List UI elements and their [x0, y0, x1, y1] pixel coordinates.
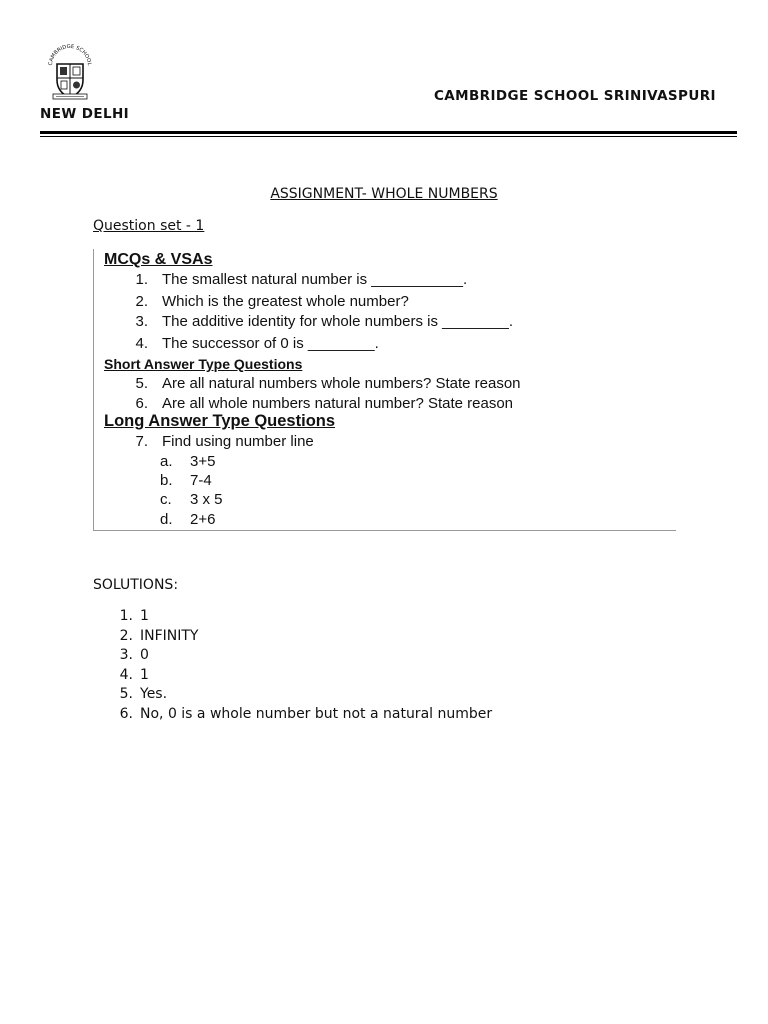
header-divider-thin [40, 136, 737, 137]
school-city: NEW DELHI [40, 106, 130, 122]
sub-question-letter: d. [160, 511, 173, 528]
question-text: The additive identity for whole numbers is ________. [162, 313, 514, 330]
question-number: 6. [135, 395, 148, 412]
section-heading-mcqs: MCQs & VSAs [104, 251, 213, 268]
question-number: 7. [135, 433, 148, 450]
sub-question-text: 3+5 [190, 453, 216, 470]
question-text: The successor of 0 is ________. [162, 335, 379, 352]
sub-question-text: 3 x 5 [190, 491, 223, 508]
solution-number: 1. [119, 608, 133, 624]
section-heading-long-answer: Long Answer Type Questions [104, 412, 336, 430]
header-divider-thick [40, 131, 737, 134]
svg-text:CAMBRIDGE SCHOOL [48, 44, 92, 66]
question-number: 1. [135, 271, 148, 288]
question-box [93, 249, 676, 531]
section-heading-short-answer: Short Answer Type Questions [104, 356, 303, 372]
question-text: Which is the greatest whole number? [162, 293, 409, 310]
solution-text: 1 [140, 666, 149, 683]
assignment-title: ASSIGNMENT- WHOLE NUMBERS [270, 186, 498, 202]
question-text: The smallest natural number is ___________. [162, 271, 468, 288]
solution-text: 1 [140, 608, 149, 624]
logo-arc-text: CAMBRIDGE SCHOOL [47, 44, 93, 66]
solution-number: 2. [119, 627, 133, 644]
solution-text: 0 [140, 647, 149, 664]
question-text: Find using number line [162, 433, 314, 450]
solution-number: 5. [119, 686, 133, 703]
solution-number: 4. [119, 666, 133, 683]
solution-number: 3. [119, 647, 133, 664]
question-text: Are all natural numbers whole numbers? State reason [162, 375, 521, 392]
solution-text: Yes. [140, 686, 168, 703]
school-crest-logo [44, 44, 96, 102]
sub-question-letter: a. [160, 453, 173, 470]
question-number: 3. [135, 313, 148, 330]
question-number: 5. [135, 375, 148, 392]
solution-text: INFINITY [140, 627, 199, 644]
solution-number: 6. [119, 705, 133, 722]
school-name: CAMBRIDGE SCHOOL SRINIVASPURI [434, 88, 716, 104]
sub-question-text: 2+6 [190, 511, 216, 528]
question-set-label: Question set - 1 [93, 218, 205, 234]
question-text: Are all whole numbers natural number? State reason [162, 395, 514, 412]
question-number: 2. [135, 293, 148, 310]
solution-text: No, 0 is a whole number but not a natural number [140, 705, 493, 722]
sub-question-text: 7-4 [190, 472, 212, 489]
solutions-title: SOLUTIONS: [93, 577, 179, 593]
sub-question-letter: b. [160, 472, 173, 489]
sub-question-letter: c. [160, 491, 172, 508]
question-number: 4. [135, 335, 148, 352]
